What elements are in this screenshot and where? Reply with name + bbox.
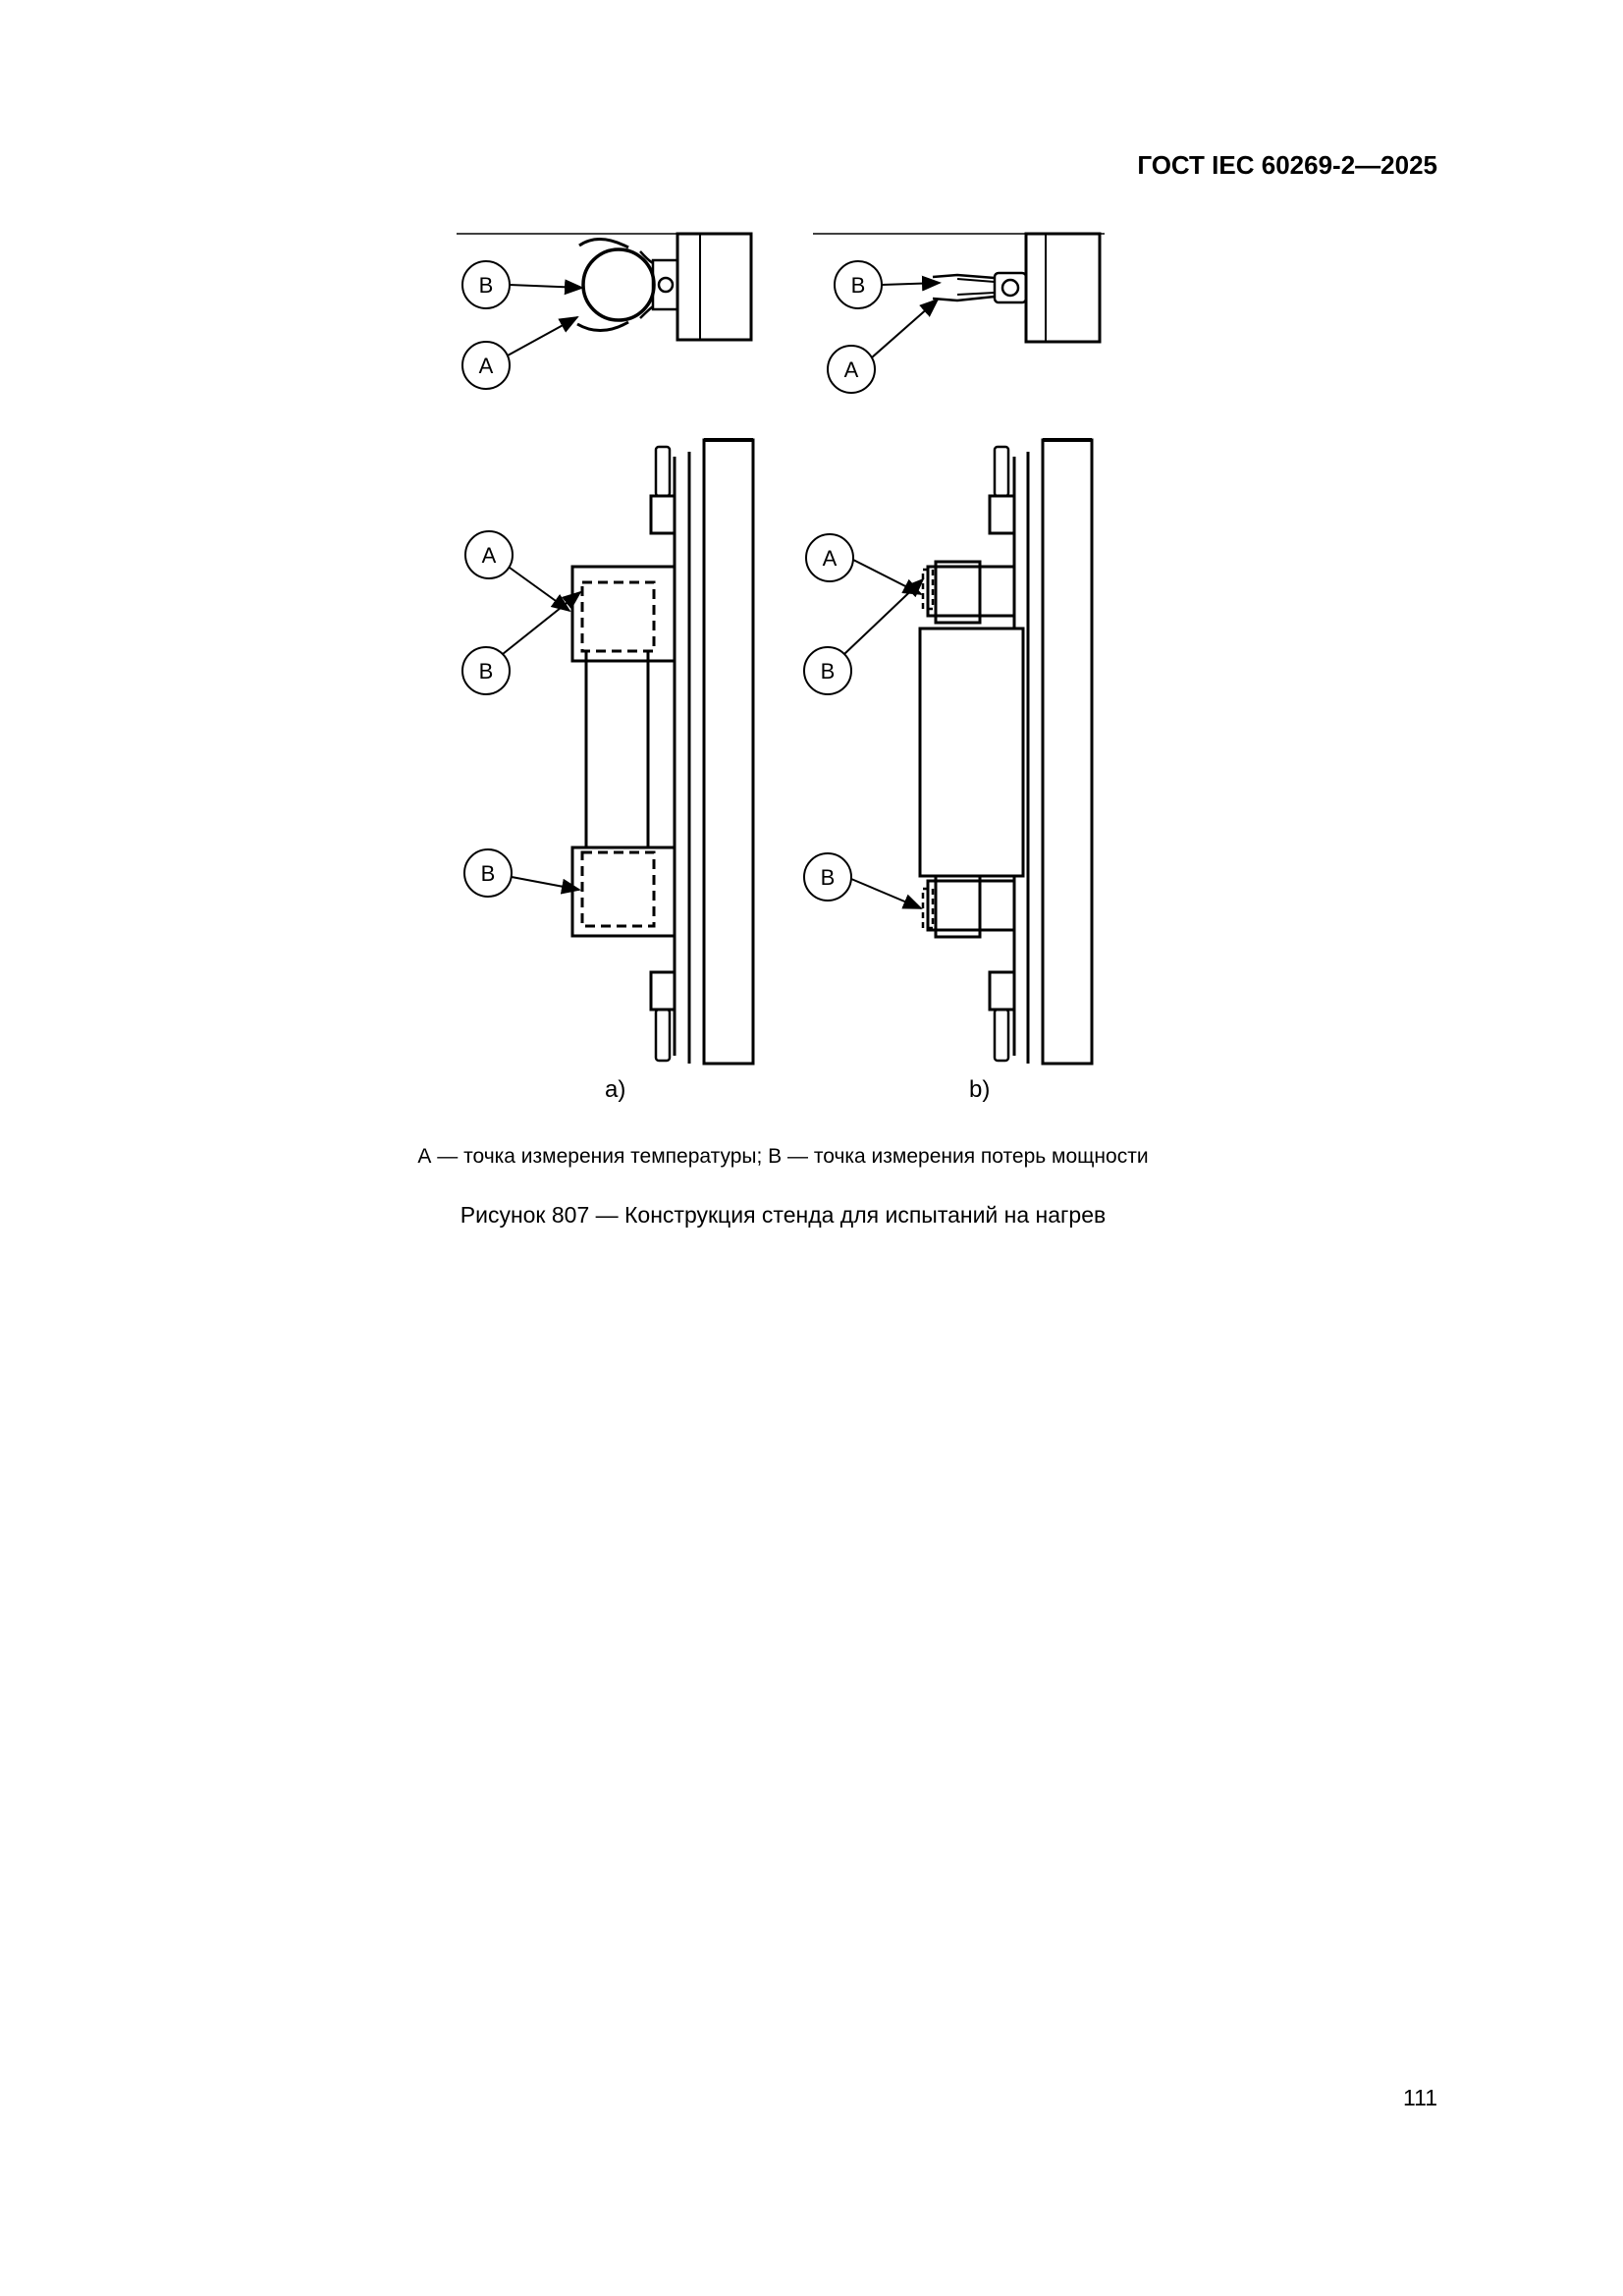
figure-caption: Рисунок 807 — Конструкция стенда для испытаний на нагрев <box>460 1202 1107 1228</box>
svg-text:B: B <box>820 659 836 683</box>
svg-text:B: B <box>480 861 496 886</box>
marker-a-elev-a <box>465 531 569 611</box>
elevation-b <box>920 440 1092 1064</box>
marker-a-elev-b <box>806 534 921 594</box>
svg-text:A: A <box>843 357 859 382</box>
marker-b-elev-a-upper <box>462 592 580 694</box>
marker-b-top-a <box>462 261 582 308</box>
figure-legend: А — точка измерения температуры; В — точка измерения потерь мощности <box>417 1145 1149 1168</box>
svg-text:A: A <box>481 543 497 568</box>
svg-text:B: B <box>478 659 494 683</box>
marker-b-top-b <box>835 261 940 308</box>
marker-b-elev-b-upper <box>804 579 923 694</box>
svg-text:A: A <box>478 354 494 378</box>
svg-text:B: B <box>850 273 866 298</box>
marker-a-top-a <box>462 317 577 389</box>
svg-text:A: A <box>822 546 838 571</box>
page-number: 111 <box>1403 2085 1437 2110</box>
document-code: ГОСТ IEC 60269-2—2025 <box>1137 150 1437 180</box>
marker-b-elev-a-lower <box>464 849 579 897</box>
sublabel-a: а) <box>605 1076 626 1103</box>
elevation-a <box>572 440 753 1064</box>
marker-a-top-b <box>828 300 938 393</box>
svg-text:B: B <box>478 273 494 298</box>
marker-b-elev-b-lower <box>804 853 921 908</box>
svg-text:B: B <box>820 865 836 890</box>
sublabel-b: b) <box>969 1076 991 1103</box>
